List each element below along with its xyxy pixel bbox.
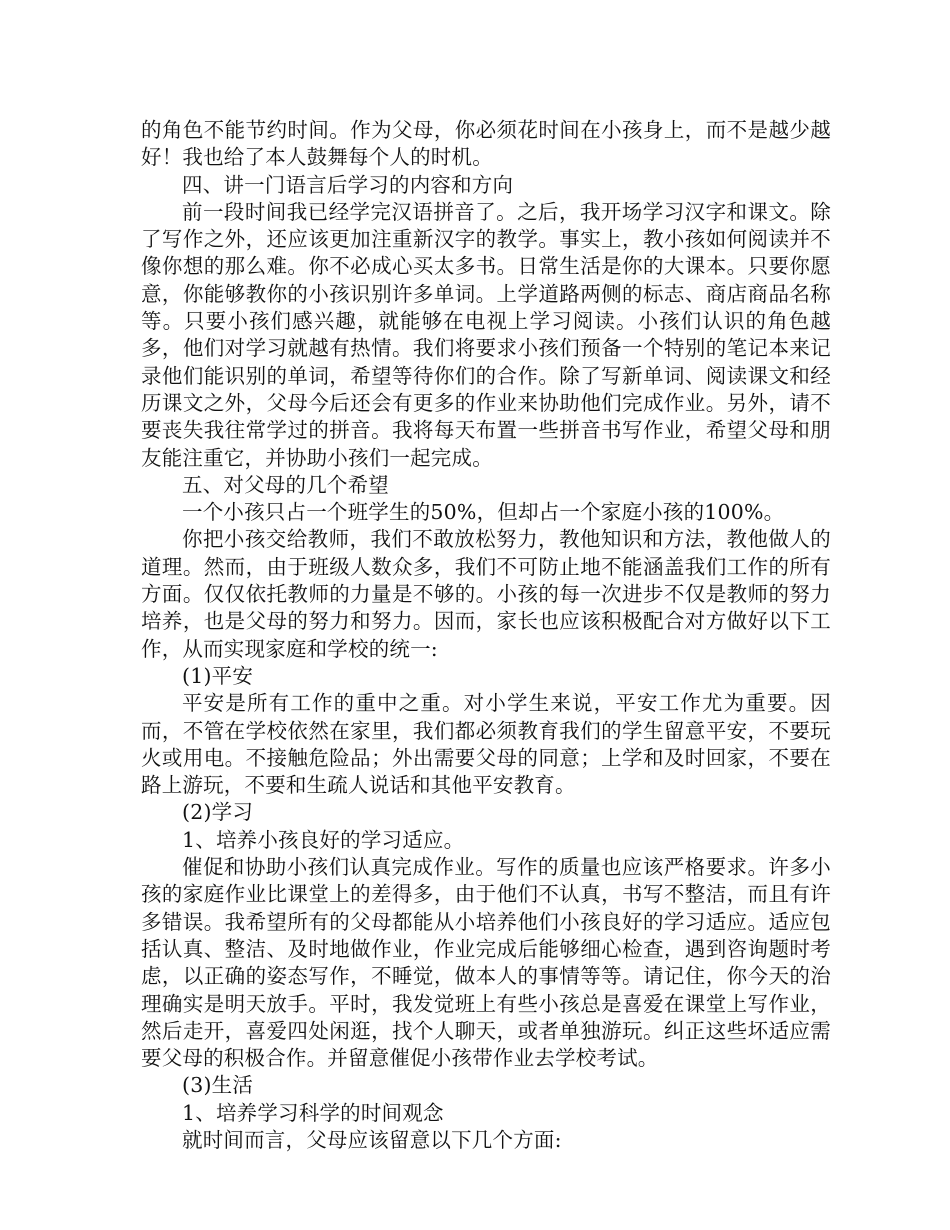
subsection-heading: (2)学习 <box>182 800 254 825</box>
document-body <box>141 117 831 1154</box>
section-heading: 五、对父母的几个希望 <box>182 472 389 497</box>
list-item-heading: 1、培养学习科学的时间观念 <box>182 1100 444 1125</box>
subsection-heading: (3)生活 <box>182 1073 254 1098</box>
paragraph: 催促和协助小孩们认真完成作业。写作的质量也应该严格要求。许多小孩的家庭作业比课堂上的差得多，由于他们不认真，书写不整洁，而且有许多错误。我希望所有的父母都能从小培养他们小孩良好的学习适应。适应包括认真、整洁、及时地做作业，作业完成后能够细心检查，遇到咨询题时考虑，以正确的姿态写作，不睡觉，做本人的事情等等。请记住，你今天的治理确实是明天放手。平时，我发觉班上有些小孩总是喜爱在课堂上写作业，然后走开，喜爱四处闲逛，找个人聊天，或者单独游玩。纠正这些坏适应需要父母的积极合作。并留意催促小孩带作业去学校考试。 <box>141 855 831 1071</box>
paragraph: 的角色不能节约时间。作为父母，你必须花时间在小孩身上，而不是越少越好！我也给了本人鼓舞每个人的时机。 <box>141 118 831 170</box>
paragraph: 一个小孩只占一个班学生的50%，但却占一个家庭小孩的100%。 <box>182 500 785 525</box>
paragraph: 就时间而言，父母应该留意以下几个方面: <box>182 1127 562 1152</box>
paragraph: 前一段时间我已经学完汉语拼音了。之后，我开场学习汉字和课文。除了写作之外，还应该更加注重新汉字的教学。事实上，教小孩如何阅读并不像你想的那么难。你不必成心买太多书。日常生活是你的大课本。只要你愿意，你能够教你的小孩识别许多单词。上学道路两侧的标志、商店商品名称等。只要小孩们感兴趣，就能够在电视上学习阅读。小孩们认识的角色越多，他们对学习就越有热情。我们将要求小孩们预备一个特别的笔记本来记录他们能识别的单词，希望等待你们的合作。除了写新单词、阅读课文和经历课文之外，父母今后还会有更多的作业来协助他们完成作业。另外，请不要丧失我往常学过的拼音。我将每天布置一些拼音书写作业，希望父母和朋友能注重它，并协助小孩们一起完成。 <box>141 199 831 470</box>
section-heading: 四、讲一门语言后学习的内容和方向 <box>182 172 514 197</box>
subsection-heading: (1)平安 <box>182 663 254 688</box>
list-item-heading: 1、培养小孩良好的学习适应。 <box>182 827 465 852</box>
paragraph: 你把小孩交给教师，我们不敢放松努力，教他知识和方法，教他做人的道理。然而，由于班级人数众多，我们不可防止地不能涵盖我们工作的所有方面。仅仅依托教师的力量是不够的。小孩的每一次进步不仅是教师的努力培养，也是父母的努力和努力。因而，家长也应该积极配合对方做好以下工作，从而实现家庭和学校的统一: <box>141 527 831 661</box>
paragraph: 平安是所有工作的重中之重。对小学生来说，平安工作尤为重要。因而，不管在学校依然在家里，我们都必须教育我们的学生留意平安，不要玩火或用电。不接触危险品；外出需要父母的同意；上学和及时回家，不要在路上游玩，不要和生疏人说话和其他平安教育。 <box>141 691 831 798</box>
